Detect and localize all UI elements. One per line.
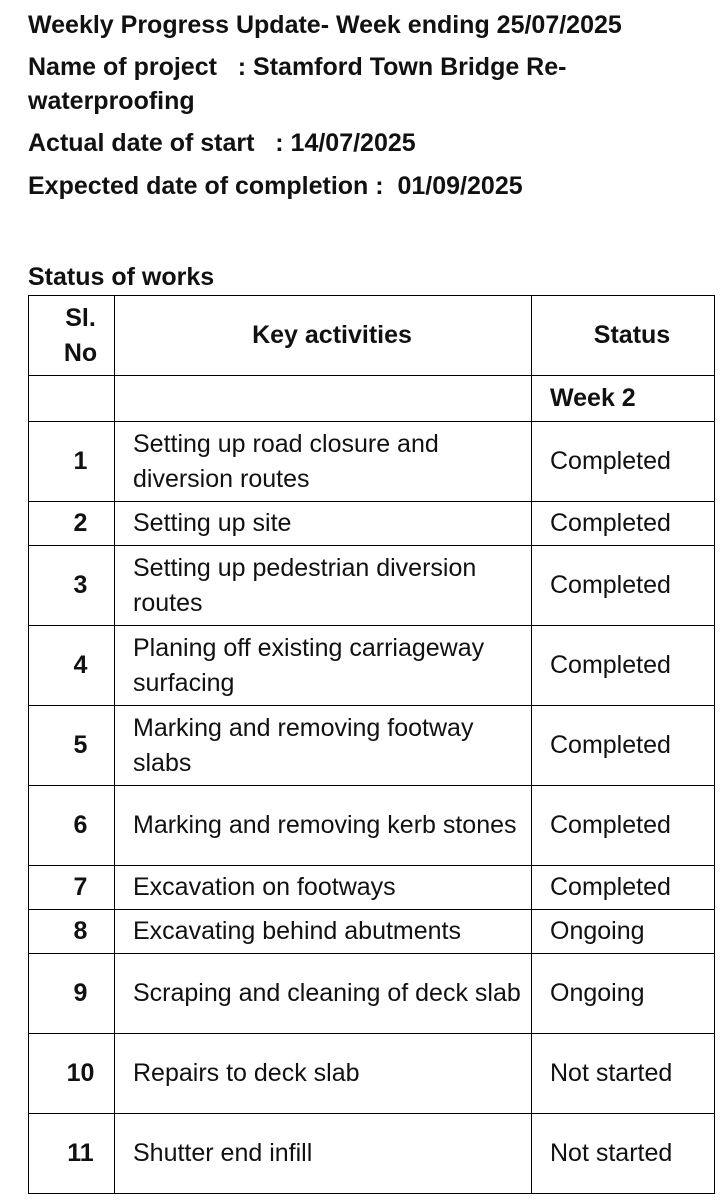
row-number: 11 (29, 1114, 115, 1194)
row-activity: Shutter end infill (115, 1114, 532, 1194)
row-status: Completed (532, 626, 715, 706)
row-activity: Setting up pedestrian diversion routes (115, 546, 532, 626)
project-name-line (28, 50, 708, 118)
row-activity: Planing off existing carriageway surfacing (115, 626, 532, 706)
table-header-row (29, 296, 715, 376)
table-row (29, 786, 715, 866)
row-activity: Setting up site (115, 502, 532, 546)
project-name-label: Name of project : (28, 53, 247, 81)
row-status: Completed (532, 866, 715, 910)
completion-date-label: Expected date of completion : (28, 172, 384, 200)
table-row (29, 910, 715, 954)
row-activity: Excavation on footways (115, 866, 532, 910)
subheader-empty-cell (115, 376, 532, 422)
table-row (29, 1114, 715, 1194)
row-status: Ongoing (532, 910, 715, 954)
row-status: Completed (532, 422, 715, 502)
table-row (29, 626, 715, 706)
column-header-status: Status (532, 296, 715, 376)
completion-date-value: 01/09/2025 (383, 172, 523, 200)
column-header-sl-no: Sl. No (29, 296, 115, 376)
row-status: Ongoing (532, 954, 715, 1034)
row-status: Completed (532, 546, 715, 626)
section-title: Status of works (28, 263, 215, 291)
row-activity: Marking and removing footway slabs (115, 706, 532, 786)
table-subheader-row (29, 376, 715, 422)
project-name-value: Stamford Town Bridge Re-waterproofing (28, 53, 567, 115)
row-activity: Scraping and cleaning of deck slab (115, 954, 532, 1034)
row-status: Completed (532, 502, 715, 546)
start-date-label: Actual date of start : (28, 129, 284, 157)
week-label: Week 2 (532, 376, 715, 422)
table-row (29, 866, 715, 910)
completion-date-line (28, 169, 708, 203)
table-row (29, 1034, 715, 1114)
row-status: Completed (532, 706, 715, 786)
table-row (29, 502, 715, 546)
row-number: 8 (29, 910, 115, 954)
status-of-works-table (28, 295, 715, 1194)
row-number: 7 (29, 866, 115, 910)
row-number: 3 (29, 546, 115, 626)
row-number: 6 (29, 786, 115, 866)
row-activity: Excavating behind abutments (115, 910, 532, 954)
row-number: 1 (29, 422, 115, 502)
column-header-key-activities: Key activities (115, 296, 532, 376)
row-number: 9 (29, 954, 115, 1034)
row-status: Not started (532, 1114, 715, 1194)
row-activity: Repairs to deck slab (115, 1034, 532, 1114)
subheader-empty-cell (29, 376, 115, 422)
row-status: Not started (532, 1034, 715, 1114)
document-header (28, 8, 708, 203)
start-date-line (28, 126, 708, 160)
start-date-value: 14/07/2025 (283, 129, 416, 157)
row-activity: Setting up road closure and diversion routes (115, 422, 532, 502)
document-title: Weekly Progress Update- Week ending 25/07/2025 (28, 11, 622, 39)
row-number: 5 (29, 706, 115, 786)
row-number: 2 (29, 502, 115, 546)
row-number: 10 (29, 1034, 115, 1114)
row-activity: Marking and removing kerb stones (115, 786, 532, 866)
table-row (29, 422, 715, 502)
table-row (29, 954, 715, 1034)
table-row (29, 706, 715, 786)
row-status: Completed (532, 786, 715, 866)
table-row (29, 546, 715, 626)
row-number: 4 (29, 626, 115, 706)
